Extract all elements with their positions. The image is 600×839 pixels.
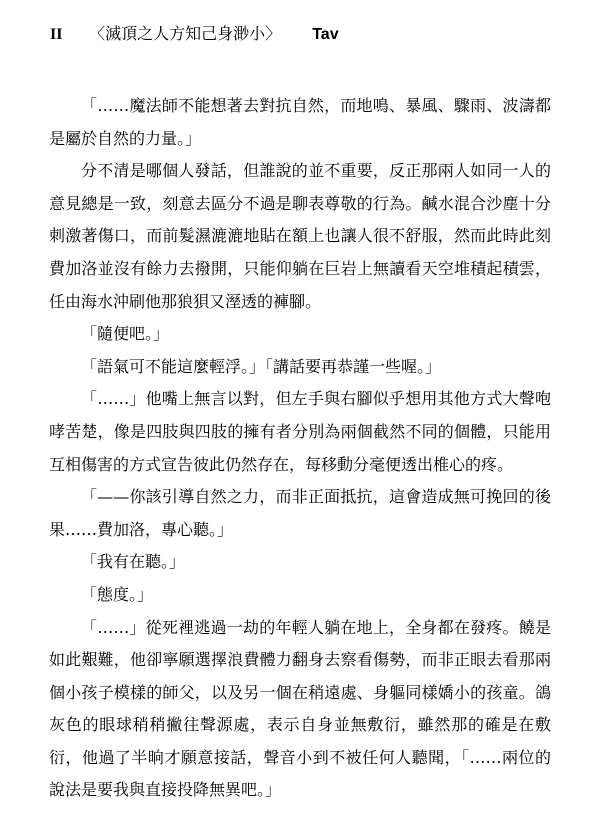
- paragraph: 「……魔法師不能想著去對抗自然，而地鳴、暴風、驟雨、波濤都是屬於自然的力量。」: [49, 96, 551, 148]
- paragraph: 「隨便吧。」: [81, 324, 170, 344]
- chapter-header: [50, 22, 570, 47]
- paragraph: 「態度。」: [81, 584, 154, 604]
- body-text: [49, 90, 551, 807]
- paragraph: 「——你該引導自然之力，而非正面抵抗，這會造成無可挽回的後果……費加洛，專心聽。」: [49, 487, 551, 539]
- paragraph: 「……」他嘴上無言以對，但左手與右腳似乎想用其他方式大聲咆哮苦楚，像是四肢與四肢的擁有者分別為兩個截然不同的個體，只能用互相傷害的方式宣告彼此仍然存在，每移動分毫便透出椎心的疼。: [49, 389, 551, 474]
- paragraph: 「語氣可不能這麼輕浮。」「講話要再恭謹一些喔。」: [81, 356, 442, 376]
- chapter-number: II: [50, 26, 63, 43]
- chapter-title: 〈滅頂之人方知己身渺小〉: [89, 24, 282, 43]
- paragraph: 「我有在聽。」: [81, 552, 186, 572]
- author-name: Tav: [312, 26, 339, 43]
- paragraph: 「……」從死裡逃過一劫的年輕人躺在地上，全身都在發疼。饒是如此艱難，他卻寧願選擇浪費體力翻身去察看傷勢，而非正眼去看那兩個小孩子模樣的師父，以及另一個在稍遠處、身軀同樣嬌小的孩童。鴿灰色的眼球稍稍撇往聲源處，表示自身並無敷衍，雖然那的確是在敷衍，他過了半晌才願意接話，聲音小到不被任何人聽聞，「……兩位的說法是要我與直接投降無異吧。」: [49, 617, 551, 800]
- paragraph: 分不清是哪個人發話，但誰說的並不重要，反正那兩人如同一人的意見總是一致，刻意去區分不過是聊表尊敬的行為。鹹水混合沙塵十分刺激著傷口，而前髮濕漉漉地貼在額上也讓人很不舒服，然而此時此刻費加洛並沒有餘力去撥開，只能仰躺在巨岩上無讀看天空堆積起積雲，任由海水沖刷他那狼狽又溼透的褲腳。: [49, 161, 551, 311]
